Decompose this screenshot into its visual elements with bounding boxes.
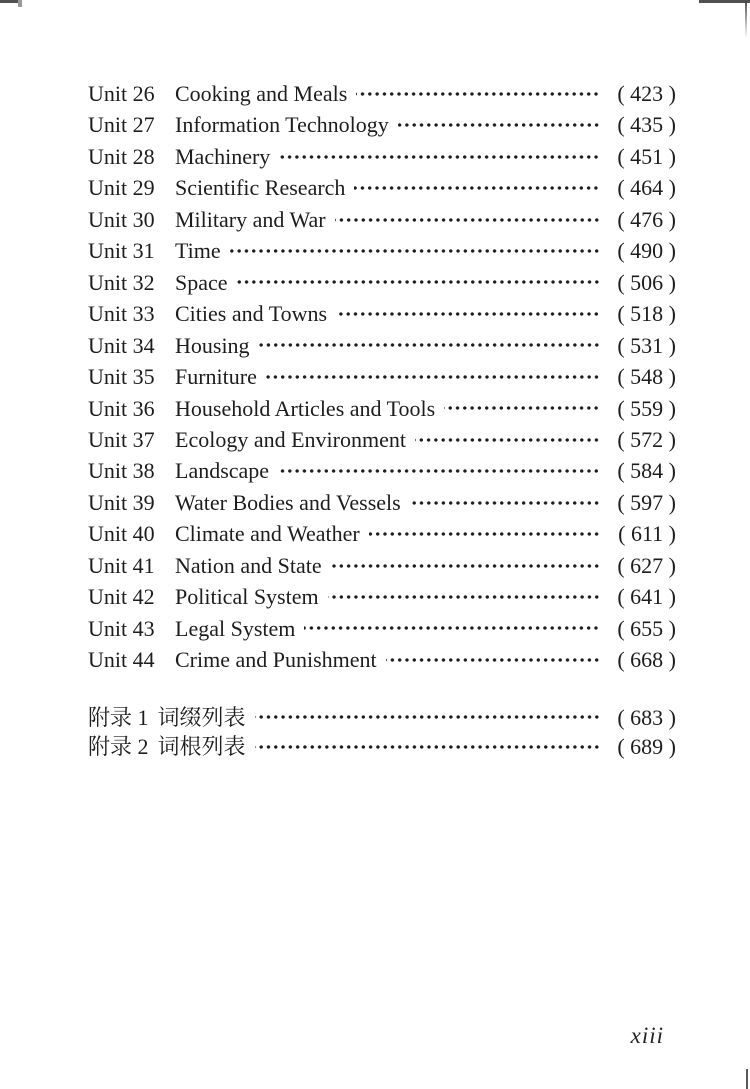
dot-leader [328,586,600,608]
toc-entry-label: Unit 40 [88,521,155,547]
dot-leader [278,460,600,482]
toc-entry-title: Political System [175,584,319,610]
dot-leader [356,83,600,105]
dot-leader [369,523,600,545]
scan-artifact-top-left-notch [18,0,22,7]
toc-entry-label: Unit 43 [88,615,155,641]
toc-entry [88,298,676,329]
toc-entry-label: Unit 41 [88,552,155,578]
toc-entry [88,109,676,140]
toc-entry-page: ( 655 ) [617,615,676,641]
toc-entry-page: ( 531 ) [617,332,676,358]
table-of-contents [88,78,676,761]
toc-entry [88,613,676,644]
toc-entry [88,455,676,486]
toc-entry-label: Unit 28 [88,143,155,169]
toc-entry-title: Household Articles and Tools [175,395,436,421]
toc-entry-title: Military and War [175,206,326,232]
toc-entry-label: Unit 34 [88,332,155,358]
toc-entry-page: ( 597 ) [617,489,676,515]
toc-entry-label: Unit 29 [88,175,155,201]
scan-artifact-top-right-line [699,0,750,3]
dot-leader [259,334,600,356]
toc-entry-page: ( 518 ) [617,301,676,327]
dot-leader [266,366,600,388]
toc-entry-page: ( 668 ) [617,647,676,673]
page-number: xiii [630,1023,664,1048]
toc-entry-title: Space [175,269,228,295]
toc-entry-page: ( 423 ) [617,81,676,106]
toc-entry [88,141,676,172]
toc-entry-title: Ecology and Environment [175,426,406,452]
toc-entry-label: Unit 26 [88,81,155,106]
dot-leader [279,146,600,168]
toc-entry [88,550,676,581]
toc-entry-title: Furniture [175,364,257,390]
toc-entry-title: Housing [175,332,250,358]
dot-leader [335,209,600,231]
toc-entry-label: 附录 1 [88,704,149,730]
toc-entry-title: Crime and Punishment [175,647,377,673]
toc-entry-title: Time [175,238,221,264]
toc-entry-page: ( 490 ) [617,238,676,264]
toc-entry [88,518,676,549]
toc-entry-label: Unit 27 [88,112,155,138]
toc-entry [88,361,676,392]
toc-entry-title: Machinery [175,143,271,169]
toc-entry-title: 词根列表 [157,734,246,760]
dot-leader [444,397,600,419]
dot-leader [255,706,600,728]
toc-entry-page: ( 572 ) [617,426,676,452]
dot-leader [255,736,600,758]
toc-entry-title: Cities and Towns [175,301,328,327]
toc-entry-label: Unit 42 [88,584,155,610]
toc-entry [88,487,676,518]
toc-entry-page: ( 689 ) [617,734,676,760]
toc-entry-label: Unit 36 [88,395,155,421]
unit-list [88,78,676,676]
toc-entry [88,393,676,424]
toc-entry-page: ( 683 ) [617,704,676,730]
dot-leader [410,492,600,514]
toc-entry [88,424,676,455]
dot-leader [386,649,600,671]
toc-entry-label: Unit 37 [88,426,155,452]
toc-entry-label: Unit 38 [88,458,155,484]
toc-entry [88,204,676,235]
toc-entry-page: ( 506 ) [617,269,676,295]
dot-leader [415,429,600,451]
toc-entry-label: Unit 35 [88,364,155,390]
toc-entry [88,78,676,109]
toc-entry-page: ( 451 ) [617,143,676,169]
toc-entry [88,330,676,361]
toc-entry [88,581,676,612]
toc-entry-title: Nation and State [175,552,322,578]
toc-entry-title: 词缀列表 [157,704,246,730]
toc-entry [88,644,676,675]
dot-leader [331,555,600,577]
toc-entry [88,732,676,761]
toc-entry-label: Unit 30 [88,206,155,232]
dot-leader [398,114,600,136]
toc-entry-page: ( 611 ) [618,521,676,547]
toc-entry-title: Landscape [175,458,270,484]
toc-entry-page: ( 641 ) [617,584,676,610]
toc-entry [88,172,676,203]
toc-entry [88,703,676,732]
toc-entry-title: Cooking and Meals [175,81,348,106]
toc-entry-page: ( 548 ) [617,364,676,390]
toc-entry-title: Climate and Weather [175,521,360,547]
section-gap [88,676,676,703]
toc-entry-page: ( 464 ) [617,175,676,201]
toc-entry [88,267,676,298]
toc-entry-page: ( 584 ) [617,458,676,484]
toc-entry-page: ( 559 ) [617,395,676,421]
dot-leader [336,303,600,325]
toc-entry-label: Unit 39 [88,489,155,515]
dot-leader [354,177,600,199]
toc-entry-title: Legal System [175,615,296,641]
scan-artifact-top-right-edge [745,0,747,38]
toc-entry-label: Unit 33 [88,301,155,327]
toc-entry-page: ( 476 ) [617,206,676,232]
toc-entry-label: Unit 32 [88,269,155,295]
toc-entry-title: Water Bodies and Vessels [175,489,401,515]
toc-entry-label: Unit 44 [88,647,155,673]
toc-entry-label: Unit 31 [88,238,155,264]
toc-entry-title: Scientific Research [175,175,346,201]
toc-entry [88,235,676,266]
toc-entry-page: ( 627 ) [617,552,676,578]
appendix-list [88,703,676,762]
dot-leader [230,240,600,262]
scan-artifact-bottom-right-edge [746,1069,748,1089]
dot-leader [304,617,600,639]
toc-entry-label: 附录 2 [88,734,149,760]
dot-leader [237,271,600,293]
toc-entry-title: Information Technology [175,112,389,138]
toc-entry-page: ( 435 ) [617,112,676,138]
